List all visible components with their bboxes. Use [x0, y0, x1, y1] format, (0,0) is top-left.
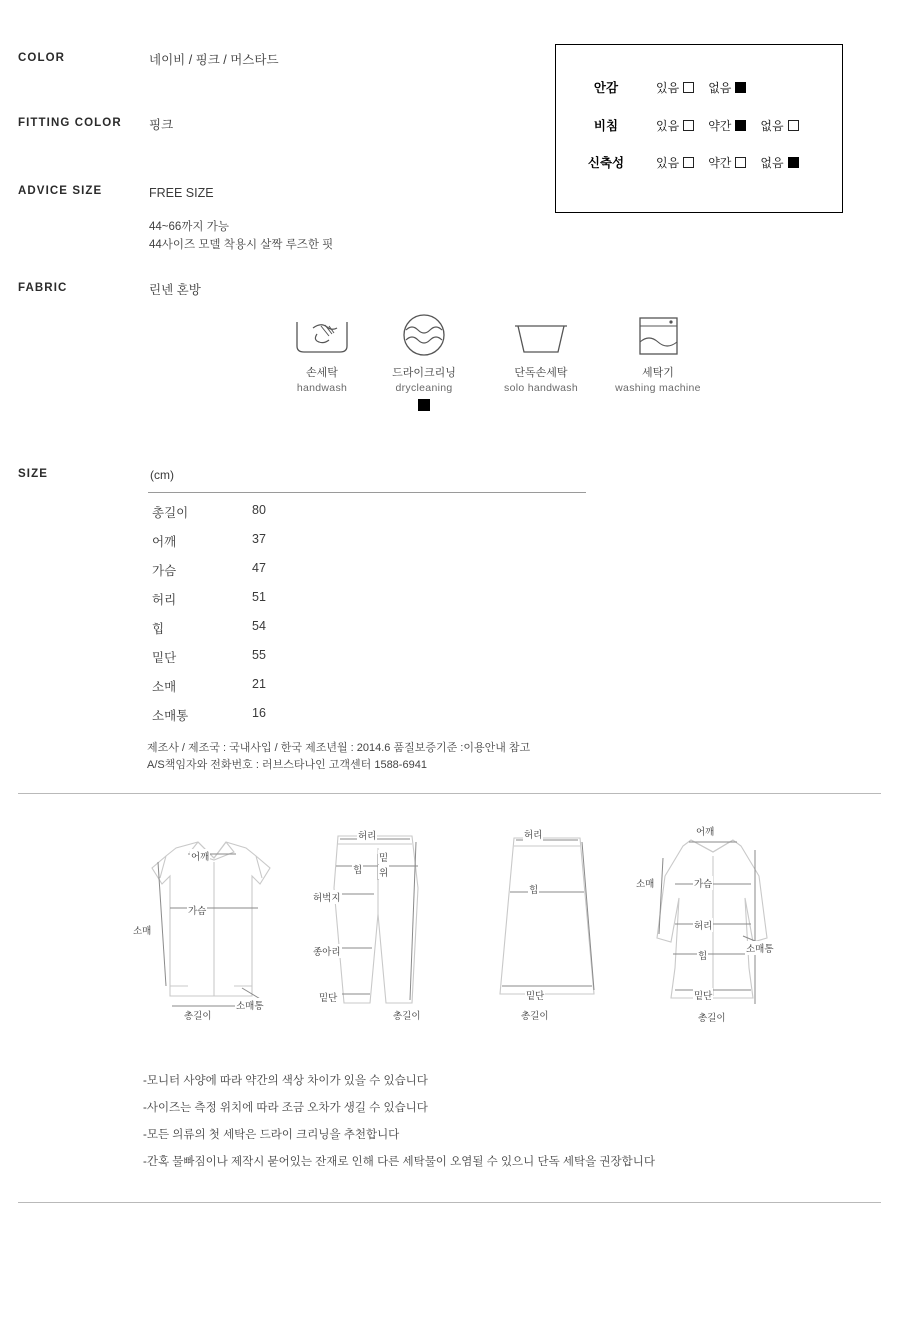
checkbox-lining-no-box[interactable]	[735, 82, 746, 93]
checkbox-sheer-slight[interactable]	[708, 117, 746, 134]
pants-label-thigh: 허벅지	[312, 890, 342, 904]
size-row-name: 소매통	[152, 709, 189, 723]
pants-label-total-length: 총길이	[392, 1008, 422, 1022]
table-row	[148, 590, 588, 619]
care-item-solo-handwash	[481, 310, 601, 398]
attribute-checkbox-box	[555, 44, 843, 213]
checkbox-stretch-yes-label: 있음	[656, 155, 680, 170]
size-row-name: 소매	[152, 680, 177, 694]
size-row-value: 16	[252, 706, 266, 720]
shirt-label-chest: 가슴	[187, 903, 207, 917]
size-row-name: 총길이	[152, 506, 189, 520]
dress-diagram	[635, 818, 805, 1043]
label-size: SIZE	[18, 468, 48, 480]
checkbox-stretch-slight-label: 약간	[708, 155, 732, 170]
checkbox-sheer-no[interactable]	[760, 117, 798, 134]
value-advice-size: FREE SIZE	[149, 186, 214, 200]
value-color: 네이비 / 핑크 / 머스타드	[149, 53, 279, 67]
care-item-handwash-en: handwash	[296, 382, 348, 394]
skirt-diagram	[470, 818, 640, 1043]
solo-handwash-icon	[481, 310, 601, 358]
checkbox-lining-no[interactable]	[708, 79, 746, 96]
size-row-name: 허리	[152, 593, 177, 607]
infobox-row-sheer-name: 비침	[593, 119, 619, 133]
checkbox-stretch-slight-box[interactable]	[735, 157, 746, 168]
infobox-row-lining-options	[656, 79, 746, 96]
infobox-row-stretch	[556, 147, 844, 177]
checkbox-sheer-yes-box[interactable]	[683, 120, 694, 131]
checkbox-stretch-no[interactable]	[760, 154, 798, 171]
value-fitting-color: 핑크	[149, 118, 174, 132]
table-row	[148, 706, 588, 735]
care-item-washing-machine-en: washing machine	[615, 382, 701, 394]
size-row-name: 어깨	[152, 535, 177, 549]
table-row	[148, 503, 588, 532]
checkbox-stretch-no-label: 없음	[760, 155, 784, 170]
dress-label-hip: 힙	[697, 948, 708, 962]
size-row-value: 55	[252, 648, 266, 662]
dress-label-sleeve-width: 소매통	[745, 941, 775, 955]
skirt-label-waist: 허리	[523, 827, 543, 841]
infobox-row-sheer	[556, 110, 844, 140]
care-item-washing-machine	[598, 310, 718, 398]
note-item: -사이즈는 측정 위치에 따라 조금 오차가 생길 수 있습니다	[143, 1102, 428, 1114]
value-fabric: 린넨 혼방	[149, 283, 201, 297]
care-item-solo-handwash-kr: 단독손세탁	[514, 367, 568, 379]
dress-label-sleeve: 소매	[635, 876, 655, 890]
size-table-top-rule	[148, 492, 586, 493]
checkbox-lining-no-label: 없음	[708, 80, 732, 95]
size-row-name: 가슴	[152, 564, 177, 578]
table-row	[148, 619, 588, 648]
size-row-value: 37	[252, 532, 266, 546]
size-row-value: 47	[252, 561, 266, 575]
skirt-label-hip: 힙	[528, 882, 539, 896]
label-advice-size: ADVICE SIZE	[18, 185, 103, 197]
notes-list	[143, 1068, 843, 1176]
label-fitting-color: FITTING COLOR	[18, 117, 122, 129]
care-item-washing-machine-kr: 세탁기	[642, 367, 674, 379]
checkbox-sheer-yes[interactable]	[656, 117, 694, 134]
dress-label-shoulder: 어깨	[695, 824, 715, 838]
divider-top	[18, 793, 881, 794]
size-row-value: 54	[252, 619, 266, 633]
shirt-label-shoulder: 어깨	[190, 849, 210, 863]
note-item: -모든 의류의 첫 세탁은 드라이 크리닝을 추천합니다	[143, 1129, 400, 1141]
size-row-value: 51	[252, 590, 266, 604]
pants-label-calf: 종아리	[312, 944, 342, 958]
checkbox-stretch-yes[interactable]	[656, 154, 694, 171]
advice-size-note-2: 44사이즈 모델 착용시 살짝 루즈한 핏	[149, 239, 334, 251]
label-fabric: FABRIC	[18, 282, 68, 294]
size-row-name: 밑단	[152, 651, 177, 665]
shirt-label-total-length: 총길이	[183, 1008, 213, 1022]
washing-machine-icon	[598, 310, 718, 358]
size-table	[148, 503, 588, 735]
infobox-row-stretch-options	[656, 154, 799, 171]
checkbox-sheer-slight-label: 약간	[708, 118, 732, 133]
dress-label-waist: 허리	[693, 918, 713, 932]
checkbox-lining-yes-box[interactable]	[683, 82, 694, 93]
note-item: -모니터 사양에 따라 약간의 색상 차이가 있을 수 있습니다	[143, 1075, 428, 1087]
care-item-drycleaning-kr: 드라이크리닝	[392, 367, 456, 379]
checkbox-stretch-yes-box[interactable]	[683, 157, 694, 168]
shirt-label-sleeve-width: 소매통	[235, 998, 265, 1012]
care-item-handwash-kr: 손세탁	[306, 367, 338, 379]
shirt-diagram	[130, 818, 300, 1043]
size-row-value: 21	[252, 677, 266, 691]
manufacturer-info-line-1: 제조사 / 제조국 : 국내사입 / 한국 제조년월 : 2014.6 품질보증기준 :이용안내 참고	[147, 742, 531, 754]
size-unit-label: (cm)	[150, 468, 174, 482]
table-row	[148, 648, 588, 677]
care-item-drycleaning-mark	[364, 398, 484, 416]
pants-label-crotch-bottom: 밑	[378, 850, 389, 864]
dress-label-total-length: 총길이	[697, 1010, 727, 1024]
pants-label-hip: 힙	[352, 862, 363, 876]
drycleaning-icon	[364, 310, 484, 358]
checkbox-lining-yes-label: 있음	[656, 80, 680, 95]
pants-label-crotch-top: 위	[378, 865, 389, 879]
dress-label-chest: 가슴	[693, 876, 713, 890]
label-color: COLOR	[18, 52, 66, 64]
pants-label-hem: 밑단	[318, 990, 338, 1004]
manufacturer-info	[147, 740, 530, 774]
pants-diagram	[300, 818, 470, 1043]
checkbox-sheer-slight-box[interactable]	[735, 120, 746, 131]
table-row	[148, 532, 588, 561]
care-item-solo-handwash-en: solo handwash	[504, 382, 578, 394]
table-row	[148, 561, 588, 590]
checkbox-sheer-no-box[interactable]	[788, 120, 799, 131]
dress-label-hem: 밑단	[693, 988, 713, 1002]
infobox-row-lining-name: 안감	[593, 81, 619, 95]
care-item-drycleaning-en: drycleaning	[395, 382, 453, 394]
checkbox-lining-yes[interactable]	[656, 79, 694, 96]
care-instruction-group	[146, 310, 766, 410]
infobox-row-sheer-options	[656, 117, 799, 134]
measurement-diagrams	[130, 818, 780, 1048]
infobox-row-lining	[556, 72, 844, 102]
size-row-name: 힙	[152, 622, 165, 636]
table-row	[148, 677, 588, 706]
shirt-label-sleeve: 소매	[132, 923, 152, 937]
size-row-value: 80	[252, 503, 266, 517]
skirt-label-hem: 밑단	[525, 988, 545, 1002]
checkbox-stretch-slight[interactable]	[708, 154, 746, 171]
note-item: -간혹 물빠짐이나 제작시 묻어있는 잔재로 인해 다른 세탁물이 오염될 수 있으니 단독 세탁을 권장합니다	[143, 1156, 655, 1168]
checkbox-stretch-no-box[interactable]	[788, 157, 799, 168]
checkbox-sheer-no-label: 없음	[760, 118, 784, 133]
advice-size-note-1: 44~66까지 가능	[149, 221, 229, 233]
skirt-label-total-length: 총길이	[520, 1008, 550, 1022]
pants-label-waist: 허리	[357, 828, 377, 842]
care-item-drycleaning	[364, 310, 484, 416]
checkbox-sheer-yes-label: 있음	[656, 118, 680, 133]
manufacturer-info-line-2: A/S책임자와 전화번호 : 러브스타나인 고객센터 1588-6941	[147, 759, 427, 771]
divider-bottom	[18, 1202, 881, 1203]
care-selected-box	[418, 399, 430, 411]
infobox-row-stretch-name: 신축성	[587, 156, 625, 170]
